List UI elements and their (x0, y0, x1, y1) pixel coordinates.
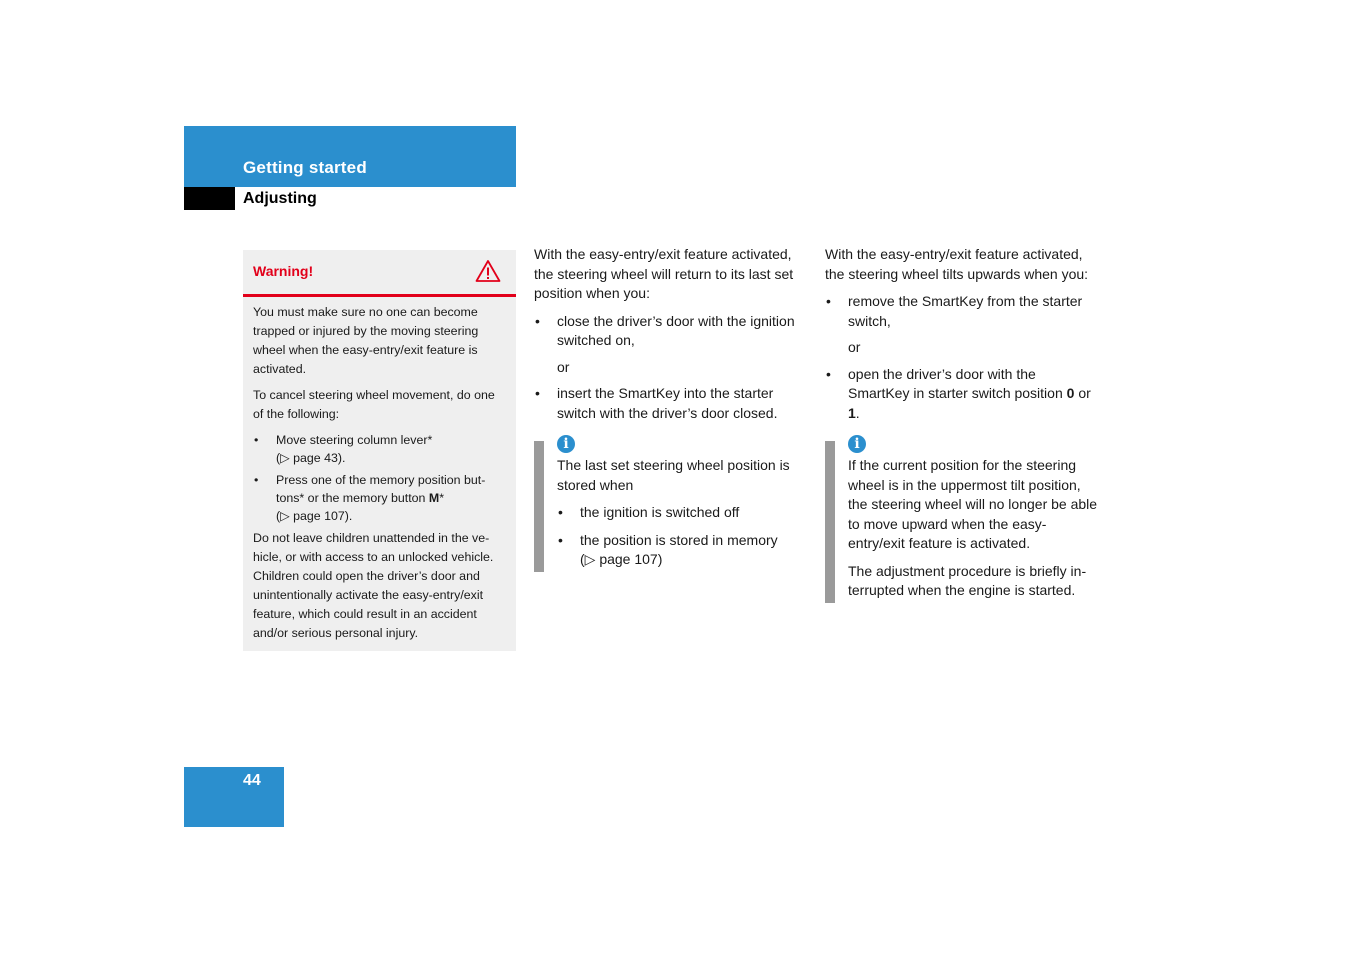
warning-header (243, 250, 516, 297)
condition-list (825, 365, 1100, 424)
list-item: • remove the SmartKey from the starter switch, (825, 292, 1100, 331)
warning-paragraph: To cancel steering wheel movement, do one of the following: (253, 388, 495, 421)
info-note (825, 435, 1100, 601)
list-item: • Move steering column lever* (▷ page 43). (253, 431, 506, 467)
list-item: • the ignition is switched off (557, 503, 809, 523)
page-number-tab (184, 767, 284, 827)
page-number: 44 (243, 772, 261, 789)
page-reference: (▷ page 107). (276, 509, 353, 523)
page-reference: (▷ page 43). (276, 451, 346, 465)
info-note (534, 435, 809, 570)
list-item: • close the driver’s door with the ignition switched on, (534, 312, 809, 351)
or-separator: or (557, 358, 570, 375)
warning-paragraph: You must make sure no one can become trapped or injured by the moving steering wheel when the easy-entry/exit feature is activated. (253, 305, 479, 376)
note-bar (825, 441, 835, 603)
warning-title: Warning! (253, 263, 314, 279)
note-text: The last set steering wheel position is stored when (557, 457, 790, 493)
list-item: • the position is stored in memory (▷ page 107) (557, 531, 809, 570)
note-text: The adjustment procedure is briefly interrupted when the engine is started. (848, 562, 1087, 598)
memory-button-label: M (428, 491, 440, 505)
section-title: Getting started (243, 158, 367, 177)
column-intro: With the easy-entry/exit feature activated, the steering wheel will return to its last set position when you: (534, 246, 794, 301)
note-bar (534, 441, 544, 572)
or-separator: or (848, 339, 861, 355)
note-list (557, 503, 809, 570)
warning-triangle-icon (475, 259, 501, 283)
column-intro: With the easy-entry/exit feature activated, the steering wheel tilts upwards when you: (825, 246, 1089, 282)
subsection-title: Adjusting (243, 190, 317, 207)
info-icon: i (848, 435, 866, 453)
column-return-position (534, 245, 809, 578)
warning-paragraph: Do not leave children unattended in the vehicle, or with access to an unlocked vehicle. Children could open the driver’s door and unintentionally activate the easy-entry/exit feature, which could result in an accident and/or serious personal injury. (253, 531, 494, 640)
warning-list (253, 431, 506, 525)
condition-list (825, 292, 1100, 331)
position-zero: 0 (1066, 385, 1075, 401)
list-item: • Press one of the memory position buttons* or the memory button M* (▷ page 107). (253, 471, 506, 525)
column-tilt-upwards (825, 245, 1100, 601)
list-item: • insert the SmartKey into the starter switch with the driver’s door closed. (534, 384, 809, 423)
position-one: 1 (848, 404, 856, 421)
warning-box (243, 250, 516, 651)
info-icon: i (557, 435, 575, 453)
page-reference: (▷ page 107) (580, 551, 663, 567)
subsection-marker (184, 187, 235, 210)
list-item: • open the driver’s door with the SmartKey in starter switch position 0 or 1. (825, 365, 1100, 424)
note-text: If the current position for the steering wheel is in the uppermost tilt position, the steering wheel will no longer be able to move upward when the easy-entry/exit feature is activated. (848, 457, 1098, 551)
condition-list (534, 384, 809, 423)
warning-body (243, 297, 516, 643)
condition-list (534, 312, 809, 351)
